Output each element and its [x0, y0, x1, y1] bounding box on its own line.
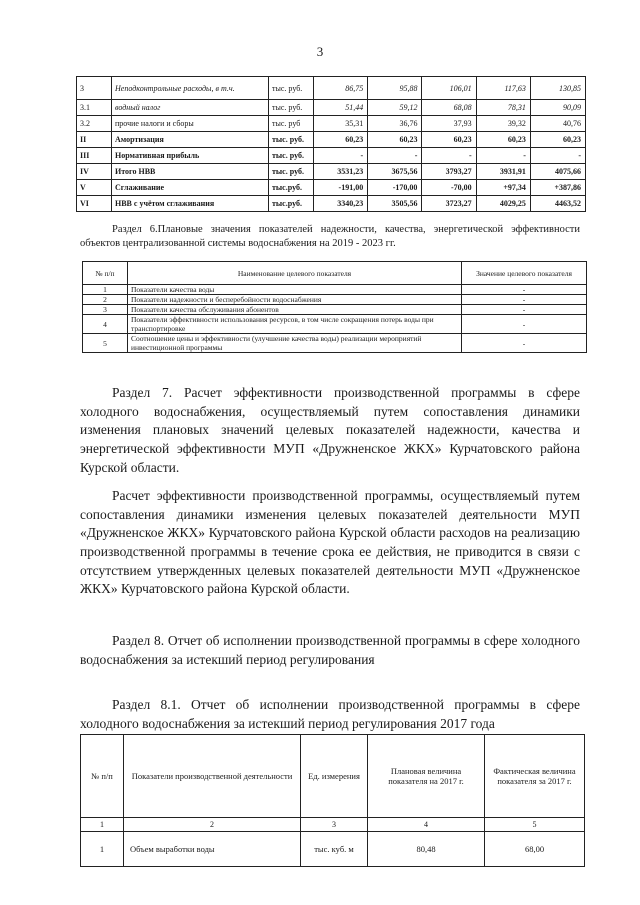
- targets-table: [82, 261, 587, 353]
- value-2020: 59,12: [368, 100, 422, 116]
- value-2020: -: [368, 148, 422, 164]
- value-2021: 3793,27: [422, 164, 476, 180]
- row-value: -: [462, 315, 587, 334]
- value-2019: 60,23: [314, 132, 368, 148]
- value-2021: 60,23: [422, 132, 476, 148]
- value-2019: -191,00: [314, 180, 368, 196]
- row-name: Сглаживание: [112, 180, 269, 196]
- value-2023: -: [530, 148, 585, 164]
- row-indicator: Объем выработки воды: [124, 832, 301, 867]
- table-row: [77, 164, 586, 180]
- value-2019: 86,75: [314, 77, 368, 100]
- value-2022: 78,31: [476, 100, 530, 116]
- value-2023: +387,86: [530, 180, 585, 196]
- row-value: -: [462, 295, 587, 305]
- value-2023: 60,23: [530, 132, 585, 148]
- value-2021: -: [422, 148, 476, 164]
- row-value: -: [462, 285, 587, 295]
- value-2022: -: [476, 148, 530, 164]
- row-code: 3.2: [77, 116, 112, 132]
- value-2019: 3340,23: [314, 196, 368, 212]
- value-2022: 60,23: [476, 132, 530, 148]
- value-2022: 117,63: [476, 77, 530, 100]
- table-row: [83, 305, 587, 315]
- section-7-heading: Раздел 7. Расчет эффективности производственной программы в сфере холодного водоснабжения, осуществляемый путем сопоставления динамики изменения плановых значений целевых показателей надежности, качества и энергетической эффективности МУП «Дружненское ЖКХ» Курчатовского района Курской области.: [80, 385, 580, 475]
- report-table: [80, 734, 585, 867]
- table-row: [77, 180, 586, 196]
- value-2020: 3675,56: [368, 164, 422, 180]
- row-name: НВВ с учётом сглаживания: [112, 196, 269, 212]
- column-number-row: [81, 818, 585, 832]
- header-fact: Фактическая величина показателя за 2017 г.: [485, 735, 585, 818]
- value-2022: +97,34: [476, 180, 530, 196]
- table-row: [83, 334, 587, 353]
- value-2023: 130,85: [530, 77, 585, 100]
- row-name: водный налог: [112, 100, 269, 116]
- row-name: Неподконтрольные расходы, в т.ч.: [112, 77, 269, 100]
- row-name: Показатели качества обслуживания абонентов: [128, 305, 462, 315]
- value-2020: 36,76: [368, 116, 422, 132]
- row-unit: тыс. руб.: [269, 164, 314, 180]
- row-name: Показатели эффективности использования ресурсов, в том числе сокращения потерь воды при транспортировке: [128, 315, 462, 334]
- row-code: V: [77, 180, 112, 196]
- value-2021: -70,00: [422, 180, 476, 196]
- value-2020: 3505,56: [368, 196, 422, 212]
- column-number: 2: [124, 818, 301, 832]
- row-code: III: [77, 148, 112, 164]
- value-2023: 40,76: [530, 116, 585, 132]
- row-num: 3: [83, 305, 128, 315]
- row-unit: тыс.руб.: [269, 196, 314, 212]
- header-num: № п/п: [83, 262, 128, 285]
- header-name: Наименование целевого показателя: [128, 262, 462, 285]
- header-num: № п/п: [81, 735, 124, 818]
- row-unit: тыс. руб.: [269, 77, 314, 100]
- table-row: [77, 148, 586, 164]
- table-row: [83, 315, 587, 334]
- table-row: [81, 832, 585, 867]
- row-value: -: [462, 305, 587, 315]
- value-2019: 51,44: [314, 100, 368, 116]
- row-num: 4: [83, 315, 128, 334]
- section-6-heading: Раздел 6.Плановые значения показателей надежности, качества, энергетической эффективности объектов централизованной системы водоснабжения на 2019 - 2023 гг.: [80, 224, 580, 250]
- row-unit: тыс. руб.: [269, 132, 314, 148]
- value-2021: 37,93: [422, 116, 476, 132]
- row-code: 3.1: [77, 100, 112, 116]
- value-2022: 39,32: [476, 116, 530, 132]
- value-2021: 3723,27: [422, 196, 476, 212]
- table-row: [77, 196, 586, 212]
- value-2023: 4463,52: [530, 196, 585, 212]
- row-unit: тыс.руб.: [269, 180, 314, 196]
- value-2023: 4075,66: [530, 164, 585, 180]
- table-header-row: [81, 735, 585, 818]
- value-2019: -: [314, 148, 368, 164]
- section-8-1-heading: Раздел 8.1. Отчет об исполнении производственной программы в сфере холодного водоснабжения за истекший период регулирования 2017 года: [80, 697, 580, 731]
- row-code: IV: [77, 164, 112, 180]
- table-row: [77, 116, 586, 132]
- row-code: II: [77, 132, 112, 148]
- row-name: Соотношение цены и эффективности (улучшение качества воды) реализации мероприятий инвестиционной программы: [128, 334, 462, 353]
- row-num: 1: [81, 832, 124, 867]
- row-fact: 68,00: [485, 832, 585, 867]
- section-7-body: Расчет эффективности производственной программы, осуществляемый путем сопоставления динамики изменения целевых показателей деятельности МУП «Дружненское ЖКХ» Курчатовского района Курской области расходов на реализацию производственной программы в течение срока ее действия, не приводится в связи с отсутствием утвержденных целевых показателей деятельности МУП «Дружненское ЖКХ» Курчатовского района Курской области.: [80, 488, 580, 597]
- column-number: 5: [485, 818, 585, 832]
- row-name: прочие налоги и сборы: [112, 116, 269, 132]
- row-value: -: [462, 334, 587, 353]
- value-2020: -170,00: [368, 180, 422, 196]
- section-8-heading: Раздел 8. Отчет об исполнении производственной программы в сфере холодного водоснабжения за истекший период регулирования: [80, 633, 580, 667]
- page-number: 3: [316, 44, 324, 59]
- row-unit: тыс. куб. м: [301, 832, 368, 867]
- value-2022: 3931,91: [476, 164, 530, 180]
- column-number: 3: [301, 818, 368, 832]
- row-num: 1: [83, 285, 128, 295]
- value-2019: 3531,23: [314, 164, 368, 180]
- value-2022: 4029,25: [476, 196, 530, 212]
- table-row: [77, 77, 586, 100]
- value-2019: 35,31: [314, 116, 368, 132]
- row-num: 5: [83, 334, 128, 353]
- row-code: 3: [77, 77, 112, 100]
- value-2021: 106,01: [422, 77, 476, 100]
- header-value: Значение целевого показателя: [462, 262, 587, 285]
- column-number: 4: [368, 818, 485, 832]
- row-code: VI: [77, 196, 112, 212]
- table-row: [77, 132, 586, 148]
- column-number: 1: [81, 818, 124, 832]
- value-2021: 68,08: [422, 100, 476, 116]
- header-unit: Ед. измерения: [301, 735, 368, 818]
- table-row: [77, 100, 586, 116]
- value-2020: 95,88: [368, 77, 422, 100]
- table-header-row: [83, 262, 587, 285]
- row-unit: тыс. руб.: [269, 100, 314, 116]
- finance-table: [76, 76, 586, 212]
- row-name: Нормативная прибыль: [112, 148, 269, 164]
- value-2023: 90,09: [530, 100, 585, 116]
- row-unit: тыс. руб.: [269, 148, 314, 164]
- row-unit: тыс. руб: [269, 116, 314, 132]
- row-name: Итого НВВ: [112, 164, 269, 180]
- row-name: Показатели качества воды: [128, 285, 462, 295]
- row-plan: 80,48: [368, 832, 485, 867]
- header-plan: Плановая величина показателя на 2017 г.: [368, 735, 485, 818]
- header-indicator: Показатели производственной деятельности: [124, 735, 301, 818]
- table-row: [83, 295, 587, 305]
- row-name: Показатели надежности и бесперебойности водоснабжения: [128, 295, 462, 305]
- table-row: [83, 285, 587, 295]
- row-num: 2: [83, 295, 128, 305]
- row-name: Амортизация: [112, 132, 269, 148]
- value-2020: 60,23: [368, 132, 422, 148]
